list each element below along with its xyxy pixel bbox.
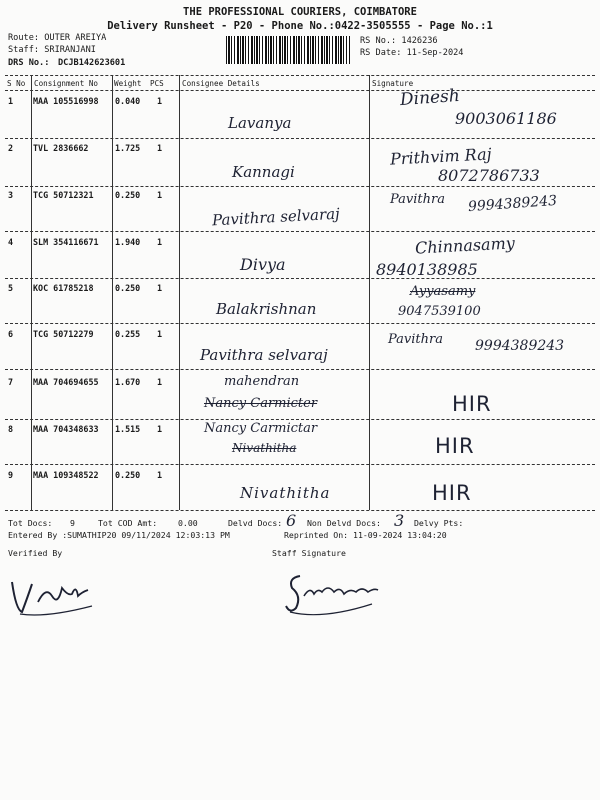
staff-label: Staff: SRIRANJANI — [8, 45, 96, 55]
receiver-phone: 8072786733 — [438, 166, 540, 185]
hir-mark: HIR — [432, 481, 472, 505]
non-delvd-value: 3 — [394, 511, 405, 530]
receiver-phone: 9047539100 — [398, 304, 481, 319]
col-pcs: PCS — [150, 79, 164, 88]
col-consignee: Consignee Details — [182, 79, 260, 88]
row-rule — [5, 138, 595, 139]
receiver-phone: 9003061186 — [455, 109, 557, 128]
receiver-name: Chinnasamy — [414, 233, 516, 258]
row-consignment: KOC 61785218 — [33, 283, 94, 293]
reprinted-on: Reprinted On: 11-09-2024 13:04:20 — [284, 530, 447, 540]
row-rule — [5, 419, 595, 420]
rs-date: RS Date: 11-Sep-2024 — [360, 48, 464, 58]
receiver-phone: 9994389243 — [475, 338, 565, 354]
consignee-handwritten-struck: Nivathitha — [232, 441, 297, 455]
table-bottom-rule — [5, 510, 595, 511]
col-consignment: Consignment No — [34, 79, 99, 88]
row-sno: 1 — [8, 96, 14, 106]
row-sno: 7 — [8, 377, 14, 387]
consignee-handwritten: Pavithra selvaraj — [200, 346, 328, 364]
receiver-name: Pavithra — [388, 332, 443, 347]
col-signature: Signature — [372, 79, 414, 88]
tot-cod-label: Tot COD Amt: — [98, 518, 158, 528]
tot-docs-label: Tot Docs: — [8, 518, 53, 528]
consignee-handwritten: Lavanya — [228, 114, 292, 132]
non-delvd-label: Non Delvd Docs: — [307, 518, 381, 528]
row-sno: 8 — [8, 424, 14, 434]
col-divider — [112, 75, 113, 510]
receiver-name: Prithvim Raj — [389, 144, 493, 169]
row-pcs: 1 — [157, 190, 163, 200]
header-rule — [5, 90, 595, 91]
row-rule — [5, 464, 595, 465]
col-sno: S No — [7, 79, 26, 88]
row-consignment: TCG 50712321 — [33, 190, 94, 200]
row-consignment: MAA 704348633 — [33, 424, 99, 434]
row-consignment: MAA 109348522 — [33, 470, 99, 480]
col-divider — [31, 75, 32, 510]
delvd-docs-label: Delvd Docs: — [228, 518, 283, 528]
row-weight: 0.250 — [115, 283, 141, 293]
receiver-phone: 9994389243 — [467, 192, 558, 216]
staff-signature-label: Staff Signature — [272, 548, 346, 558]
row-rule — [5, 231, 595, 232]
col-divider — [179, 75, 180, 510]
row-consignment: TVL 2836662 — [33, 143, 89, 153]
consignee-handwritten: Balakrishnan — [216, 300, 317, 318]
row-consignment: TCG 50712279 — [33, 329, 94, 339]
row-rule — [5, 186, 595, 187]
row-pcs: 1 — [157, 237, 163, 247]
row-rule — [5, 369, 595, 370]
drs-number: DCJB142623601 — [58, 58, 126, 68]
barcode — [226, 36, 350, 64]
hir-mark: HIR — [452, 392, 492, 416]
row-rule — [5, 278, 595, 279]
row-weight: 0.040 — [115, 96, 141, 106]
row-sno: 6 — [8, 329, 14, 339]
col-divider — [369, 75, 370, 510]
consignee-handwritten: mahendran — [224, 374, 300, 389]
verified-by-label: Verified By — [8, 548, 63, 558]
company-title: THE PROFESSIONAL COURIERS, COIMBATORE — [183, 6, 417, 18]
tot-cod-value: 0.00 — [178, 518, 198, 528]
row-pcs: 1 — [157, 283, 163, 293]
row-sno: 5 — [8, 283, 14, 293]
row-sno: 9 — [8, 470, 14, 480]
row-weight: 0.255 — [115, 329, 141, 339]
receiver-name: Pavithra — [390, 192, 445, 207]
consignee-handwritten: Nancy Carmictar — [204, 421, 318, 436]
row-pcs: 1 — [157, 377, 163, 387]
tot-docs-value: 9 — [70, 518, 75, 528]
consignee-handwritten: Pavithra selvaraj — [211, 204, 341, 230]
delvy-pts-label: Delvy Pts: — [414, 518, 464, 528]
row-pcs: 1 — [157, 424, 163, 434]
row-consignment: MAA 105516998 — [33, 96, 99, 106]
delvd-docs-value: 6 — [286, 511, 297, 530]
row-sno: 2 — [8, 143, 14, 153]
table-top-rule — [5, 75, 595, 76]
row-weight: 0.250 — [115, 190, 141, 200]
row-weight: 1.670 — [115, 377, 141, 387]
receiver-name: Ayyasamy — [410, 284, 476, 299]
rs-number: RS No.: 1426236 — [360, 36, 438, 46]
consignee-handwritten: Nivathitha — [240, 484, 331, 502]
row-weight: 1.515 — [115, 424, 141, 434]
row-pcs: 1 — [157, 329, 163, 339]
row-pcs: 1 — [157, 470, 163, 480]
hir-mark: HIR — [435, 434, 475, 458]
row-pcs: 1 — [157, 143, 163, 153]
consignee-handwritten: Divya — [240, 255, 286, 274]
col-weight: Weight — [114, 79, 142, 88]
row-weight: 1.725 — [115, 143, 141, 153]
row-sno: 4 — [8, 237, 14, 247]
drs-label: DRS No.: — [8, 58, 50, 68]
row-consignment: MAA 704694655 — [33, 377, 99, 387]
route-label: Route: OUTER AREIYA — [8, 33, 107, 43]
row-sno: 3 — [8, 190, 14, 200]
consignee-handwritten: Kannagi — [232, 163, 295, 181]
row-consignment: SLM 354116671 — [33, 237, 99, 247]
receiver-name: Dinesh — [399, 85, 461, 111]
entered-by: Entered By :SUMATHIP20 09/11/2024 12:03:13 PM — [8, 530, 230, 540]
row-weight: 1.940 — [115, 237, 141, 247]
runsheet-title: Delivery Runsheet - P20 - Phone No.:0422-3505555 - Page No.:1 — [107, 20, 493, 32]
receiver-phone: 8940138985 — [376, 260, 478, 279]
row-pcs: 1 — [157, 96, 163, 106]
row-weight: 0.250 — [115, 470, 141, 480]
row-rule — [5, 323, 595, 324]
consignee-handwritten-struck: Nancy Carmicter — [204, 396, 318, 411]
